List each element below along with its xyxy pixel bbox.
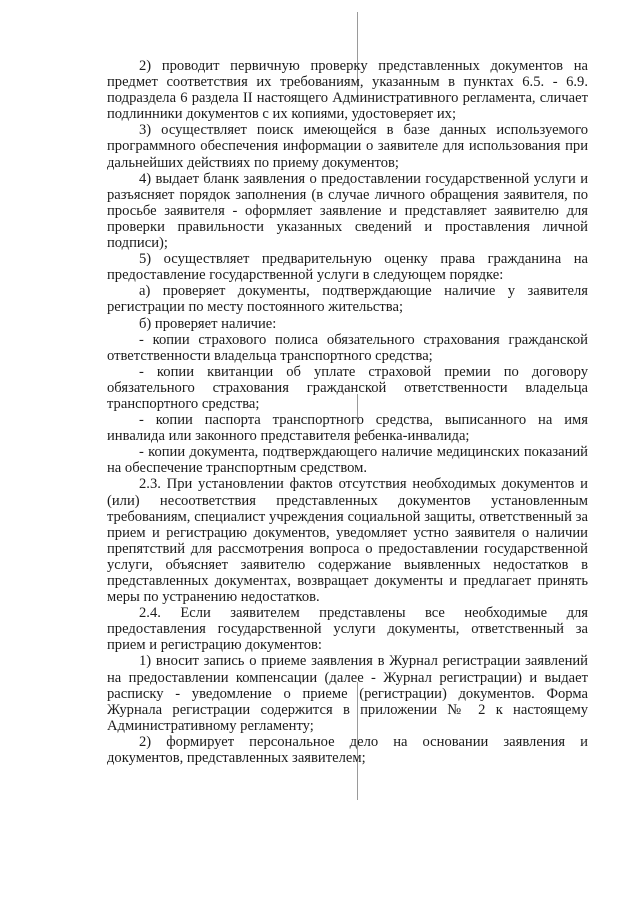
paragraph-item-5: 5) осуществляет предварительную оценку права гражданина на предоставление государственной услуги в следующем порядке: (107, 251, 588, 284)
list-item-premium-receipt: - копии квитанции об уплате страховой премии по договору обязательного страхования гражданской ответственности владельца транспортного средства; (107, 363, 588, 412)
document-body (107, 58, 588, 766)
list-item-vehicle-passport: - копии паспорта транспортного средства, выписанного на имя инвалида или законного представителя ребенка-инвалида; (107, 412, 588, 445)
paragraph-2-4-item-2: 2) формирует персональное дело на основании заявления и документов, представленных заявителем; (107, 733, 588, 767)
list-item-medical-document: - копии документа, подтверждающего наличие медицинских показаний на обеспечение транспортным средством. (107, 444, 588, 477)
paragraph-item-5b: б) проверяет наличие: (139, 315, 277, 332)
paragraph-item-3: 3) осуществляет поиск имеющейся в базе данных используемого программного обеспечения информации о заявителе для использования при дальнейших действиях по приему документов; (107, 122, 588, 171)
paragraph-2-4-item-1: 1) вносит запись о приеме заявления в Журнал регистрации заявлений на предоставлении компенсации (далее - Журнал регистрации) и выдает расписку - уведомление о приеме (регистрации) документов. Форма Журнала регистрации содержится в приложении № 2 к настоящему Административному регламенту; (107, 653, 588, 734)
paragraph-2-3: 2.3. При установлении фактов отсутствия необходимых документов и (или) несоответствия представленных документов установленным требованиям, специалист учреждения социальной защиты, ответственный за прием и регистрацию документов, уведомляет устно заявителя о наличии препятствий для рассмотрения вопроса о предоставлении государственной услуги, объясняет заявителю содержание выявленных недостатков в представленных документах, возвращает документы и предлагает принять меры по устранению недостатков. (107, 476, 588, 606)
list-item-insurance-policy: - копии страхового полиса обязательного страхования гражданской ответственности владельца транспортного средства; (107, 331, 588, 364)
paragraph-item-2: 2) проводит первичную проверку представленных документов на предмет соответствия их требованиям, указанным в пунктах 6.5. - 6.9. подраздела 6 раздела II настоящего Административного регламента, сличает подлинники документов с их копиями, удостоверяет их; (107, 58, 588, 123)
paragraph-2-4: 2.4. Если заявителем представлены все необходимые для предоставления государственной услуги документы, ответственный за прием и регистрацию документов: (107, 605, 588, 654)
paragraph-item-4: 4) выдает бланк заявления о предоставлении государственной услуги и разъясняет порядок заполнения (в случае личного обращения заявителя, по просьбе заявителя - оформляет заявление и представляет заявителю для проверки правильности указанных сведений и проставления личной подписи); (107, 170, 588, 252)
paragraph-item-5a: а) проверяет документы, подтверждающие наличие у заявителя регистрации по месту постоянного жительства; (107, 283, 588, 316)
